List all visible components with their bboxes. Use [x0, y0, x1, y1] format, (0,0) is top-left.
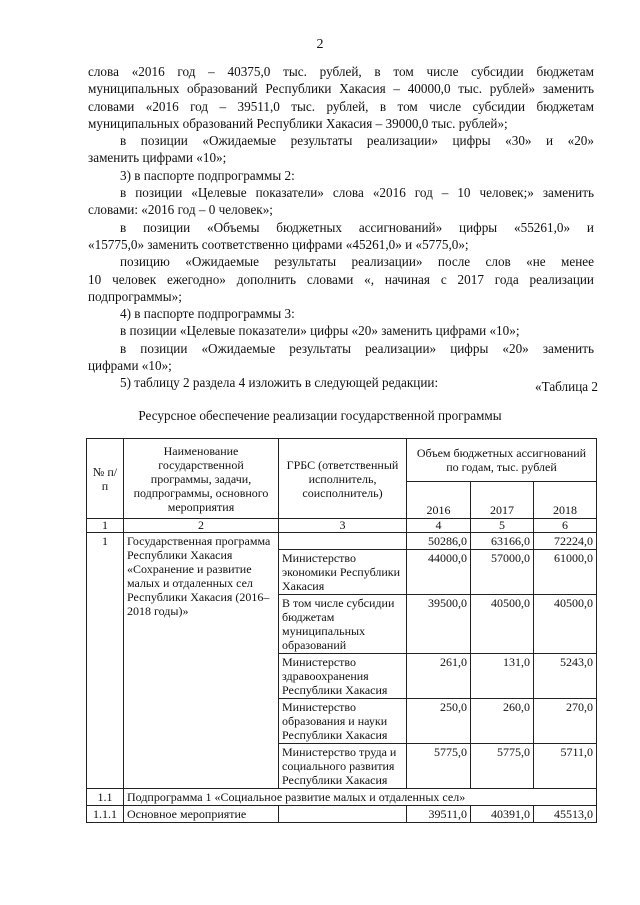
text-line: 5) таблицу 2 раздела 4 изложить в следующей редакции:	[120, 375, 439, 391]
text-line: 4) в паспорте подпрограммы 3:	[120, 306, 295, 322]
program-name: Государственная программа Республики Хакасия «Сохранение и развитие малых и отдаленных сел Республики Хакасия (2016–2018 годы)»	[124, 533, 279, 789]
value-cell: 44000,0	[407, 550, 471, 595]
text-line: позицию «Ожидаемые результаты реализации» после слов «не менее	[120, 254, 594, 270]
grbs-cell: Министерство образования и науки Республики Хакасия	[279, 699, 407, 744]
col-number: 4	[407, 519, 471, 533]
text-line: словами: «2016 год – 0 человек»;	[88, 202, 273, 218]
value-cell: 5775,0	[407, 744, 471, 789]
text-line: в позиции «Ожидаемые результаты реализации» цифры «30» и «20»	[120, 133, 594, 149]
text-line: в позиции «Объемы бюджетных ассигнований» цифры «55261,0» и	[120, 219, 594, 235]
program-num: 1	[87, 533, 124, 789]
text-line: в позиции «Ожидаемые результаты реализации» цифры «20» заменить	[120, 340, 594, 356]
text-line: цифрами «10»;	[88, 358, 172, 374]
header-grbs: ГРБС (ответственный исполнитель, соисполнитель)	[279, 439, 407, 519]
program-total-2018: 72224,0	[534, 533, 597, 550]
col-number: 5	[471, 519, 534, 533]
col-number: 1	[87, 519, 124, 533]
value-cell: 61000,0	[534, 550, 597, 595]
header-volume: Объем бюджетных ассигнований по годам, тыс. рублей	[407, 439, 597, 482]
value-cell: 5711,0	[534, 744, 597, 789]
activity-num: 1.1.1	[87, 806, 124, 823]
resource-table	[86, 438, 597, 823]
header-year-2016: 2016	[407, 482, 471, 519]
col-number: 3	[279, 519, 407, 533]
page-number: 2	[316, 37, 324, 52]
value-cell: 40500,0	[471, 595, 534, 654]
text-line: слова «2016 год – 40375,0 тыс. рублей, в том числе субсидии бюджетам	[88, 64, 594, 79]
activity-value-2018: 45513,0	[534, 806, 597, 823]
activity-name: Основное мероприятие	[124, 806, 279, 823]
program-total-2016: 50286,0	[407, 533, 471, 550]
text-line: заменить цифрами «10»;	[88, 150, 227, 166]
text-line: в позиции «Целевые показатели» слова «2016 год – 10 человек;» заменить	[120, 185, 594, 201]
header-name: Наименование государственной программы, задачи, подпрограммы, основного мероприятия	[124, 439, 279, 519]
header-num: № п/п	[87, 439, 124, 519]
activity-value-2016: 39511,0	[407, 806, 471, 823]
text-line: словами «2016 год – 39511,0 тыс. рублей, в том числе субсидии бюджетам	[88, 98, 594, 114]
grbs-cell: Министерство здравоохранения Республики Хакасия	[279, 654, 407, 699]
text-line: 10 человек ежегодно» дополнить словами «, начиная с 2017 года реализации	[88, 271, 594, 287]
header-year-2017: 2017	[471, 482, 534, 519]
value-cell: 39500,0	[407, 595, 471, 654]
value-cell: 57000,0	[471, 550, 534, 595]
text-line: подпрограммы»;	[88, 288, 182, 304]
subprogram-num: 1.1	[87, 789, 124, 806]
header-year-2018: 2018	[534, 482, 597, 519]
table-reference: «Таблица 2	[535, 379, 598, 394]
activity-value-2017: 40391,0	[471, 806, 534, 823]
grbs-cell: В том числе субсидии бюджетам муниципальных образований	[279, 595, 407, 654]
table-caption: Ресурсное обеспечение реализации государственной программы	[138, 408, 502, 423]
value-cell: 270,0	[534, 699, 597, 744]
body-text	[88, 63, 594, 392]
text-line: «15775,0» заменить соответственно цифрами «45261,0» и «5775,0»;	[88, 236, 469, 252]
text-line: муниципальных образований Республики Хакасия – 39000,0 тыс. рублей»;	[88, 115, 508, 131]
grbs-cell: Министерство экономики Республики Хакасия	[279, 550, 407, 595]
value-cell: 261,0	[407, 654, 471, 699]
value-cell: 260,0	[471, 699, 534, 744]
col-number: 2	[124, 519, 279, 533]
program-total-2017: 63166,0	[471, 533, 534, 550]
value-cell: 40500,0	[534, 595, 597, 654]
value-cell: 5775,0	[471, 744, 534, 789]
col-number: 6	[534, 519, 597, 533]
value-cell: 250,0	[407, 699, 471, 744]
value-cell: 131,0	[471, 654, 534, 699]
subprogram-name: Подпрограмма 1 «Социальное развитие малых и отдаленных сел»	[124, 789, 597, 806]
value-cell: 5243,0	[534, 654, 597, 699]
text-line: муниципальных образований Республики Хакасия – 40000,0 тыс. рублей» заменить	[88, 81, 594, 97]
text-line: в позиции «Целевые показатели» цифры «20» заменить цифрами «10»;	[120, 323, 520, 339]
grbs-cell: Министерство труда и социального развития Республики Хакасия	[279, 744, 407, 789]
text-line: 3) в паспорте подпрограммы 2:	[120, 167, 295, 183]
